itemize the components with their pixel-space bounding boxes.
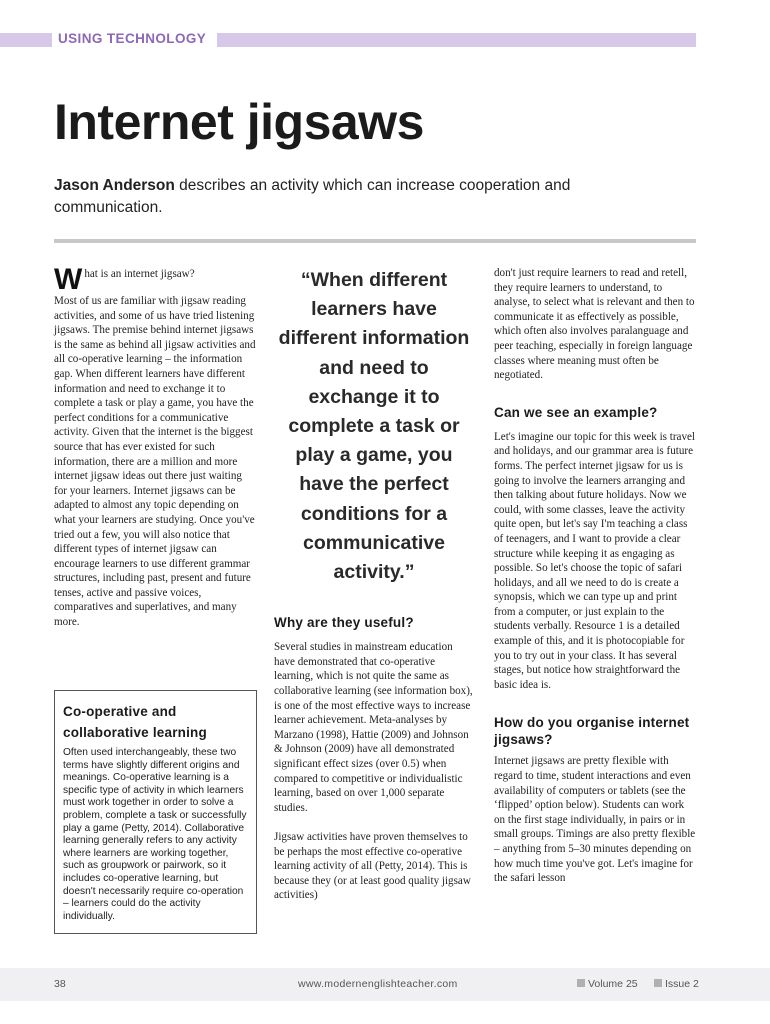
section-label: USING TECHNOLOGY (58, 31, 207, 46)
square-bullet-icon (654, 979, 662, 987)
body-paragraph: Let's imagine our topic for this week is travel and holidays, and our grammar area is future forms. The perfect internet jigsaw for us is going to involve the learners arranging and then talking about future holidays. Now we could, with some classes, leave the activity quite open, but let's say I'm teaching a class of teenagers, and I want to provide a clear structure while keeping it as engaging as possible. So let's choose the topic of safari holidays, and all we need to do is create a synopsis, which we can type up and print from a computer, or just explain to the students verbally. Resource 1 is a detailed example of this, and it is photocopiable for you to try out in your class. It has several stages, but notice how straightforward the basic idea is. (494, 430, 696, 691)
standfirst-text: describes an activity which can increase cooperation and communication. (54, 177, 571, 216)
heading-example: Can we see an example? (494, 404, 658, 420)
column-3 (494, 266, 696, 886)
heading-why-useful: Why are they useful? (274, 615, 414, 631)
column-1 (54, 263, 257, 630)
volume-text: Volume 25 (588, 978, 638, 990)
body-paragraph: Several studies in mainstream education have demonstrated that co-operative learning, which is not quite the same as collaborative learning (see information box), is one of the most effective ways to increase learner achievement. Meta-analyses by Marzano (1998), Hattie (2009) and Johnson & Johnson (2009) have all demonstrated significant effect sizes (over 0.5) when compared to competitive or individualistic learning, based on over 1,000 separate studies. (274, 641, 473, 814)
author-name: Jason Anderson (54, 177, 175, 194)
section-header (0, 33, 770, 47)
body-paragraph: Most of us are familiar with jigsaw reading activities, and some of us have tried listening jigsaws. The premise behind internet jigsaws is the same as behind all jigsaw activities and all co-operative learning – the information gap. When different learners have different information and need to exchange it to complete a task or play a game, you have the perfect conditions for a communicative activity. Given that the internet is the biggest source that has ever existed for such information, there are a million and more internet jigsaw ideas out there just waiting for your learners. Internet jigsaws can be adapted to almost any topic depending on what your learners are studying. Once you've tried out a few, you will also notice that different types of internet jigsaw can encourage learners to use different grammar structures, including past, present and future tenses, active and passive voices, comparatives and superlatives, and many more. (54, 295, 256, 629)
info-box-body: Often used interchangeably, these two terms have slightly different origins and meanings. Co-operative learning is a specific type of activity in which learners must work together in order to solve a problem, complete a task or successfully play a game (Petty, 2014). Collaborative learning generally refers to any activity where learners are working together, such as groupwork or pairwork, so it includes co-operative learning, but doesn't necessarily require co-operation – learners could do the activity individually. (63, 747, 247, 922)
page-footer (0, 968, 770, 1001)
article-title: Internet jigsaws (54, 94, 424, 150)
footer-volume (577, 978, 638, 990)
footer-url: www.modernenglishteacher.com (298, 978, 458, 990)
heading-organise: How do you organise internet jigsaws? (494, 715, 690, 748)
intro-question-text: hat is an internet jigsaw? (84, 268, 195, 280)
section-bar-right (217, 33, 696, 47)
section-bar-left (0, 33, 52, 47)
square-bullet-icon (577, 979, 585, 987)
body-paragraph: Jigsaw activities have proven themselves to be perhaps the most effective co-operative learning activity of all (Petty, 2014). This is because they (or at least good quality jigsaw activities) (274, 830, 471, 902)
info-box (54, 690, 257, 934)
body-paragraph: don't just require learners to read and retell, they require learners to understand, to analyse, to select what is relevant and then to communicate it as effectively as possible, which often also involves paralanguage and peer teaching, especially in foreign language classes where meaning must often be negotiated. (494, 267, 695, 382)
issue-text: Issue 2 (665, 978, 699, 990)
footer-issue (654, 978, 699, 990)
column-2 (274, 266, 474, 903)
page-number: 38 (54, 978, 66, 990)
pull-quote: “When different learners have different information and need to exchange it to complete a task or play a game, you have the perfect conditions for a communicative activity.” (278, 269, 470, 584)
standfirst (54, 175, 614, 219)
divider-rule (54, 239, 696, 243)
info-box-heading: Co-operative and collaborative learning (63, 704, 207, 740)
body-paragraph: Internet jigsaws are pretty flexible with regard to time, student interactions and even availability of computers or tablets (see the ‘flipped’ option below). Students can work on the first stage individually, in pairs or in small groups. Timings are also pretty flexible – anything from 5–30 minutes depending on how much time you've got. Let's imagine for the safari lesson (494, 755, 696, 885)
drop-cap: W (54, 263, 83, 296)
intro-question (54, 263, 257, 296)
